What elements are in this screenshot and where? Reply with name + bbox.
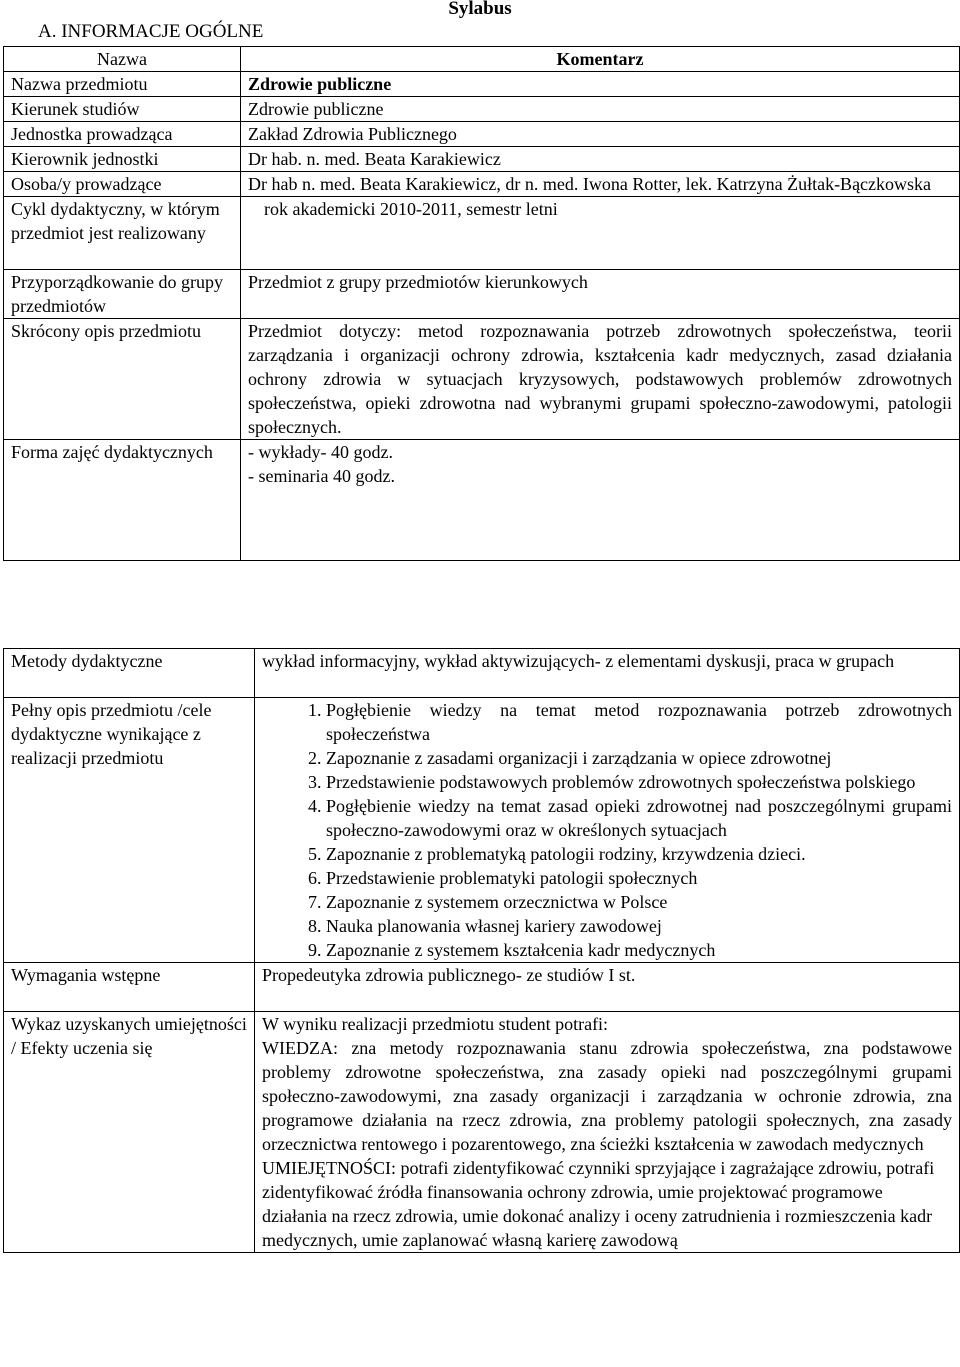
header-name: Nazwa <box>4 47 241 72</box>
list-item: 5. Zapoznanie z problematyką patologii rodziny, krzywdzenia dzieci. <box>326 842 952 866</box>
row-value: Przedmiot z grupy przedmiotów kierunkowych <box>241 270 960 319</box>
outcomes-knowledge: WIEDZA: zna metody rozpoznawania stanu zdrowia społeczeństwa, zna podstawowe problemy zdrowotne społeczeństwa, zna zasady opieki nad poszczególnymi grupami społeczno-zawodowymi, zna zasady organizacji i zarządzania w ochronie zdrowia, zna programowe działania na rzecz zdrowia, zna problemy patologii społecznych, zna zasady orzecznictwa rentowego i pozarentowego, zna ścieżki kształcenia w zawodach medycznych <box>262 1038 952 1154</box>
row-label: Nazwa przedmiotu <box>4 72 241 97</box>
table-row <box>4 72 960 97</box>
row-value: Zakład Zdrowia Publicznego <box>241 122 960 147</box>
list-item: 8. Nauka planowania własnej kariery zawodowej <box>326 914 952 938</box>
row-value: Dr hab n. med. Beata Karakiewicz, dr n. med. Iwona Rotter, lek. Katrzyna Żułtak-Bączkowska <box>241 172 960 197</box>
row-value: Przedmiot dotyczy: metod rozpoznawania potrzeb zdrowotnych społeczeństwa, teorii zarządzania i organizacji ochrony zdrowia, kształcenia kadr medycznych, zasad działania ochrony zdrowia w sytuacjach kryzysowych, podstawowych problemów zdrowotnych społeczeństwa, opieki zdrowotna nad wybranymi grupami społeczno-zawodowymi, patologii społecznych. <box>241 319 960 440</box>
table-row <box>4 963 960 1012</box>
row-value: Propedeutyka zdrowia publicznego- ze studiów I st. <box>255 963 960 1012</box>
row-value <box>255 1012 960 1253</box>
form-lecture: - wykłady- 40 godz. <box>248 442 393 462</box>
details-table <box>3 648 960 1253</box>
form-seminar: - seminaria 40 godz. <box>248 466 395 486</box>
table-row <box>4 319 960 440</box>
table-row <box>4 97 960 122</box>
row-label: Wykaz uzyskanych umiejętności / Efekty uczenia się <box>4 1012 255 1253</box>
table-row <box>4 1012 960 1253</box>
row-value: Zdrowie publiczne <box>241 72 960 97</box>
row-label: Pełny opis przedmiotu /cele dydaktyczne wynikające z realizacji przedmiotu <box>4 698 255 963</box>
row-value <box>255 698 960 963</box>
row-label: Kierunek studiów <box>4 97 241 122</box>
table-header-row <box>4 47 960 72</box>
outcomes-skills: UMIEJĘTNOŚCI: potrafi zidentyfikować czynniki sprzyjające i zagrażające zdrowiu, potrafi zidentyfikować źródła finansowania ochrony zdrowia, umie projektować programowe działania na rzecz zdrowia, umie dokonać analizy i oceny zatrudnienia i rozmieszczenia kadr medycznych, umie zaplanować własną karierę zawodową <box>262 1158 935 1250</box>
row-label: Cykl dydaktyczny, w którym przedmiot jest realizowany <box>4 197 241 270</box>
row-value: rok akademicki 2010-2011, semestr letni <box>241 197 960 270</box>
row-label: Skrócony opis przedmiotu <box>4 319 241 440</box>
list-item: 7. Zapoznanie z systemem orzecznictwa w Polsce <box>326 890 952 914</box>
row-label: Osoba/y prowadzące <box>4 172 241 197</box>
table-row <box>4 698 960 963</box>
row-label: Metody dydaktyczne <box>4 649 255 698</box>
document-title: Sylabus <box>448 0 512 19</box>
list-item: 9. Zapoznanie z systemem kształcenia kadr medycznych <box>326 938 952 962</box>
table-row <box>4 197 960 270</box>
general-info-table <box>3 46 960 561</box>
row-label: Forma zajęć dydaktycznych <box>4 440 241 561</box>
row-label: Przyporządkowanie do grupy przedmiotów <box>4 270 241 319</box>
list-item: 6. Przedstawienie problematyki patologii społecznych <box>326 866 952 890</box>
row-value <box>241 440 960 561</box>
row-value: wykład informacyjny, wykład aktywizujących- z elementami dyskusji, praca w grupach <box>255 649 960 698</box>
goals-list <box>262 698 952 962</box>
table-row <box>4 649 960 698</box>
table-row <box>4 122 960 147</box>
row-label: Kierownik jednostki <box>4 147 241 172</box>
table-row <box>4 440 960 561</box>
table-row <box>4 172 960 197</box>
table-row <box>4 270 960 319</box>
list-item: 2. Zapoznanie z zasadami organizacji i zarządzania w opiece zdrowotnej <box>326 746 952 770</box>
list-item: 1. Pogłębienie wiedzy na temat metod rozpoznawania potrzeb zdrowotnych społeczeństwa <box>326 698 952 746</box>
row-label: Wymagania wstępne <box>4 963 255 1012</box>
list-item: 3. Przedstawienie podstawowych problemów zdrowotnych społeczeństwa polskiego <box>326 770 952 794</box>
outcomes-intro: W wyniku realizacji przedmiotu student potrafi: <box>262 1014 609 1034</box>
row-value: Zdrowie publiczne <box>241 97 960 122</box>
section-title: A. INFORMACJE OGÓLNE <box>38 21 264 42</box>
header-comment: Komentarz <box>241 47 960 72</box>
list-item: 4. Pogłębienie wiedzy na temat zasad opieki zdrowotnej nad poszczególnymi grupami społeczno-zawodowymi oraz w określonych sytuacjach <box>326 794 952 842</box>
row-value: Dr hab. n. med. Beata Karakiewicz <box>241 147 960 172</box>
row-label: Jednostka prowadząca <box>4 122 241 147</box>
table-row <box>4 147 960 172</box>
